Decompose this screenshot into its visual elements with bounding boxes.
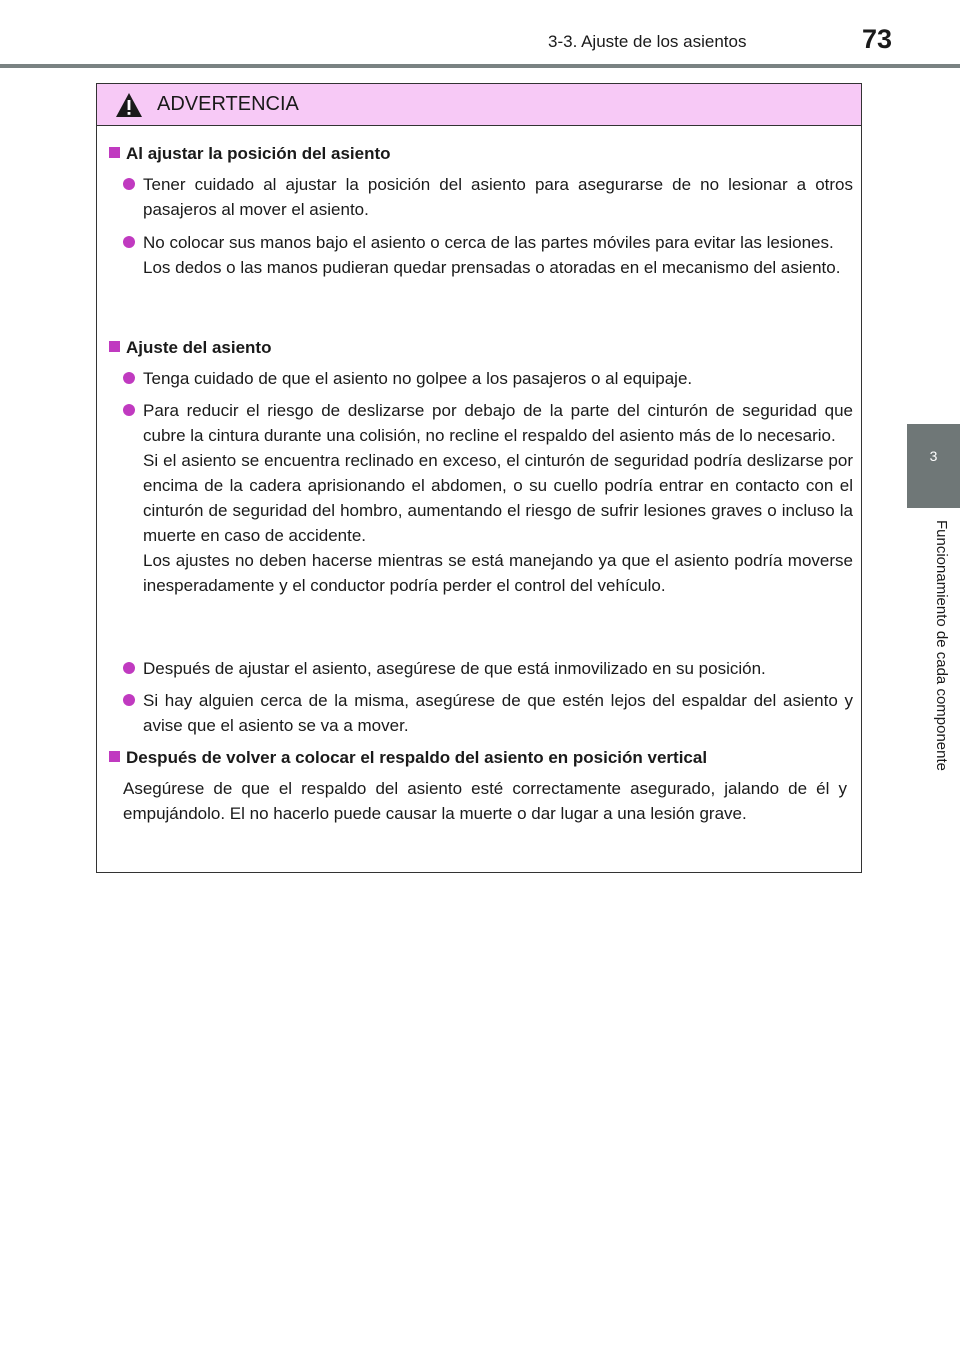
item-text: Tener cuidado al ajustar la posición del asiento para asegurarse de no lesionar a otros pasajeros al mover el asiento. — [143, 175, 853, 219]
warning-triangle-icon — [115, 92, 143, 118]
section-marker-icon — [109, 751, 120, 762]
list-item — [143, 688, 853, 738]
section-heading — [109, 748, 707, 768]
section-heading — [109, 338, 271, 358]
list-item — [143, 230, 853, 280]
item-text: Si el asiento se encuentra reclinado en exceso, el cinturón de seguridad podría deslizarse por encima de la cadera aprisionando el abdomen, o su cuello podría entrar en contacto con el cinturón de seguridad del hombro, aumentando el riesgo de sufrir lesiones graves o incluso la muerte en caso de accidente. — [143, 451, 853, 545]
item-text: Los ajustes no deben hacerse mientras se está manejando ya que el asiento podría moverse inesperadamente y el conductor podría perder el control del vehículo. — [143, 551, 853, 595]
header-section-title: 3-3. Ajuste de los asientos — [548, 32, 747, 51]
list-item — [143, 366, 853, 391]
section-heading-text: Ajuste del asiento — [126, 338, 272, 357]
item-text: Si hay alguien cerca de la misma, asegúrese de que estén lejos del espaldar del asiento y avise que el asiento se va a mover. — [143, 691, 853, 735]
bullet-icon — [123, 662, 135, 674]
item-text: No colocar sus manos bajo el asiento o cerca de las partes móviles para evitar las lesiones. — [143, 233, 834, 252]
item-text: Tenga cuidado de que el asiento no golpee a los pasajeros o al equipaje. — [143, 369, 693, 388]
section-heading-text: Después de volver a colocar el respaldo del asiento en posición vertical — [126, 748, 708, 767]
bullet-icon — [123, 404, 135, 416]
header-rule — [0, 64, 960, 68]
list-item — [143, 398, 853, 598]
warning-title: ADVERTENCIA — [157, 93, 299, 115]
bullet-icon — [123, 694, 135, 706]
item-text: Después de ajustar el asiento, asegúrese de que está inmovilizado en su posición. — [143, 659, 766, 678]
section-marker-icon — [109, 341, 120, 352]
list-item — [143, 656, 853, 681]
section-paragraph: Asegúrese de que el respaldo del asiento esté correctamente asegurado, jalando de él y empujándolo. El no hacerlo puede causar la muerte o dar lugar a una lesión grave. — [123, 779, 847, 823]
bullet-icon — [123, 178, 135, 190]
page-number: 73 — [862, 24, 893, 54]
bullet-icon — [123, 236, 135, 248]
bullet-icon — [123, 372, 135, 384]
section-heading — [109, 144, 391, 164]
warning-box — [96, 83, 862, 873]
list-item — [143, 172, 853, 222]
item-text: Los dedos o las manos pudieran quedar prensadas o atoradas en el mecanismo del asiento. — [143, 258, 841, 277]
item-text: Para reducir el riesgo de deslizarse por debajo de la parte del cinturón de seguridad que cubre la cintura durante una colisión, no recline el respaldo del asiento más de lo necesario. — [143, 401, 853, 445]
section-marker-icon — [109, 147, 120, 158]
side-tab-number: 3 — [929, 448, 938, 464]
side-tab — [907, 424, 960, 508]
warning-header — [97, 84, 861, 126]
side-tab-label: Funcionamiento de cada componente — [933, 520, 950, 772]
section-heading-text: Al ajustar la posición del asiento — [126, 144, 391, 163]
